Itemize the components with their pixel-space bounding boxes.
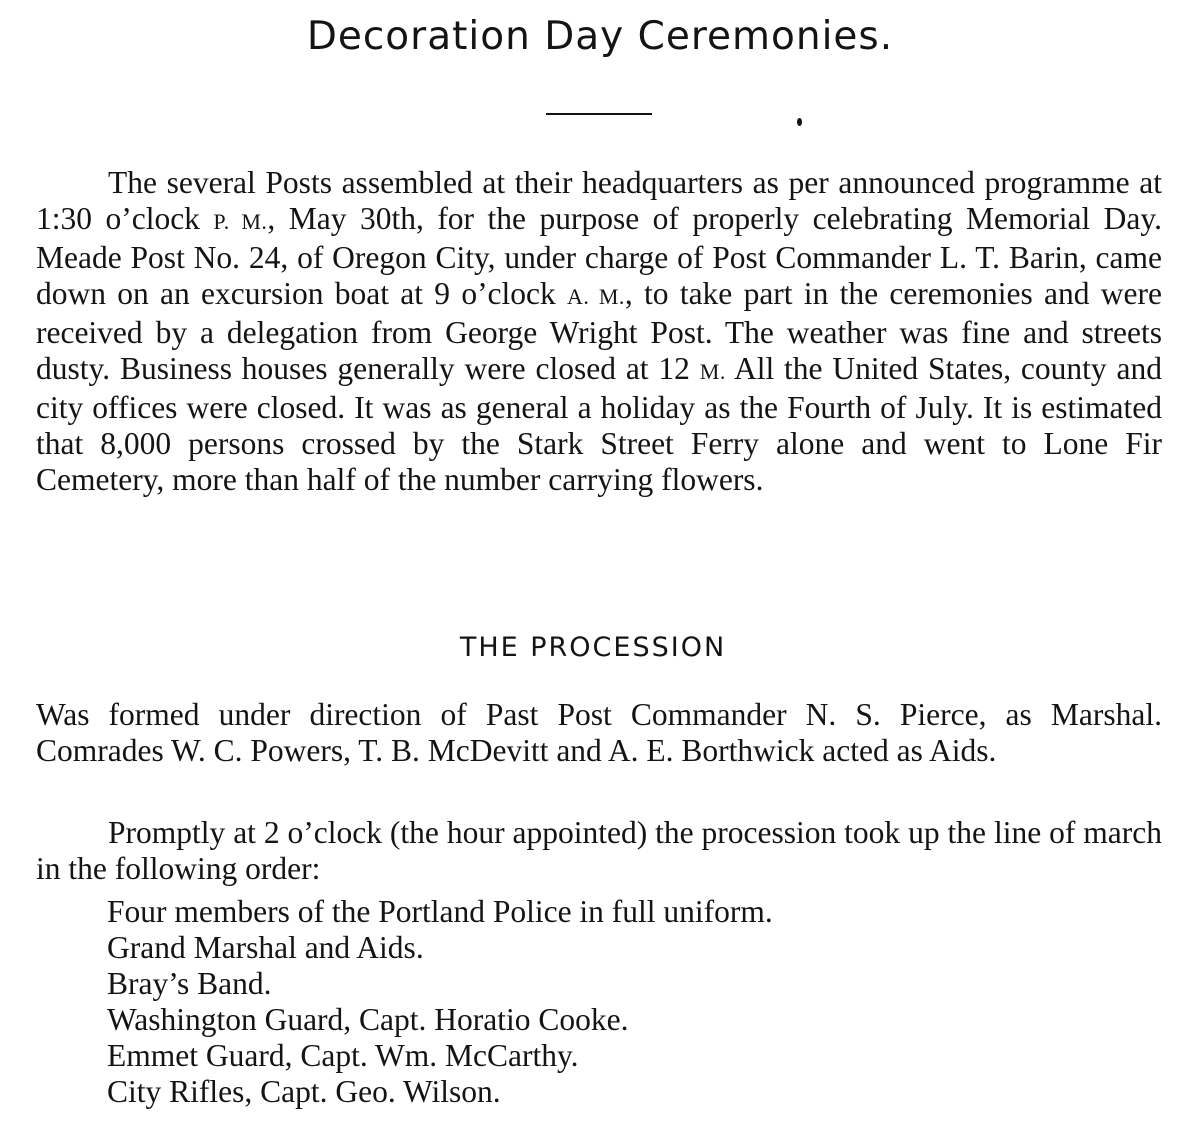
list-item: Grand Marshal and Aids. bbox=[107, 930, 424, 965]
intro-text-3: , to take part in the ceremonies and were received by a delegation from George Wright Post. The weather was fine and streets dusty. Business houses generally were closed at 12 bbox=[36, 276, 1162, 386]
intro-text-2: , May 30th, for the purpose of properly celebrating Memorial Day. Meade Post No. 24, of Oregon City, under charge of Post Commander L. T. Barin, came down on an excursion boat at 9 o’clock bbox=[36, 201, 1162, 311]
list-item: Four members of the Portland Police in full uniform. bbox=[107, 894, 773, 929]
procession-paragraph: Was formed under direction of Past Post Commander N. S. Pierce, as Marshal. Comrades W. C. Powers, T. B. McDevitt and A. E. Borthwick acted as Aids. bbox=[36, 697, 1162, 768]
time-abbrev-pm: P. M. bbox=[213, 209, 268, 234]
procession-order-list bbox=[107, 894, 773, 1110]
intro-paragraph bbox=[36, 165, 1162, 498]
time-abbrev-am: A. M. bbox=[567, 284, 625, 309]
list-item: Washington Guard, Capt. Horatio Cooke. bbox=[107, 1002, 629, 1037]
list-item: City Rifles, Capt. Geo. Wilson. bbox=[107, 1074, 501, 1109]
section-heading: THE PROCESSION bbox=[459, 632, 727, 663]
intro-text-4: All the United States, county and city offices were closed. It was as general a holiday as the Fourth of July. It is estimated that 8,000 persons crossed by the Stark Street Ferry alone and went to Lone Fir Cemetery, more than half of the number carrying flowers. bbox=[36, 351, 1162, 497]
list-item: Bray’s Band. bbox=[107, 966, 272, 1001]
print-speck bbox=[797, 118, 802, 126]
title-divider bbox=[546, 113, 652, 115]
time-abbrev-m: M. bbox=[699, 359, 726, 384]
order-intro-paragraph: Promptly at 2 o’clock (the hour appointed) the procession took up the line of march in the following order: bbox=[36, 815, 1162, 886]
intro-text-1: The several Posts assembled at their headquarters as per announced programme at 1:30 o’clock bbox=[36, 165, 1162, 236]
page-title: Decoration Day Ceremonies. bbox=[306, 14, 894, 59]
list-item: Emmet Guard, Capt. Wm. McCarthy. bbox=[107, 1038, 579, 1073]
